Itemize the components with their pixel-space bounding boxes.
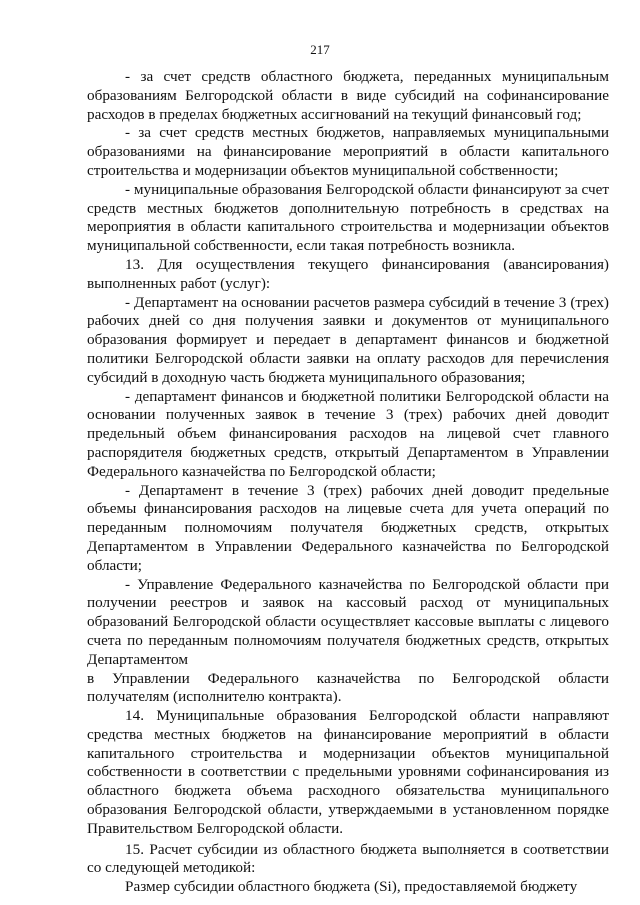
paragraph-additional-need: - муниципальные образования Белгородской области финансируют за счет средств местных бюджетов дополнительную потребность в средствах на мероприятия в области капитального строительства и модернизации объектов муниципальной собственности, если такая потребность возникла. [87, 180, 609, 255]
paragraph-department-limits: - Департамент в течение 3 (трех) рабочих дней доводит предельные объемы финансирования расходов на лицевые счета для учета операций по переданным полномочиям получателя бюджетных средств, открытых Департаментом в Управлении Федерального казначейства по Белгородской области; [87, 481, 609, 574]
paragraph-item-14: 14. Муниципальные образования Белгородской области направляют средства местных бюджетов на финансирование мероприятий в области капитального строительства и модернизации объектов муниципальной собственности в соответствии с предельными уровнями софинансирования из областного бюджета объема расходного обязательства муниципального образования Белгородской области, утверждаемыми в установленном порядке Правительством Белгородской области. [87, 707, 609, 837]
document-body [87, 68, 609, 897]
paragraph-local-budget-funds: - за счет средств местных бюджетов, направляемых муниципальными образованиями на финансирование мероприятий в области капитального строительства и модернизации объектов муниципальной собственности; [87, 124, 609, 179]
paragraph-finance-department: - департамент финансов и бюджетной политики Белгородской области на основании полученных заявок в течение 3 (трех) рабочих дней доводит предельный объем финансирования расходов на лицевой счет главного распорядителя бюджетных средств, открытый Департаментом в Управлении Федерального казначейства по Белгородской области; [87, 387, 609, 480]
page-number: 217 [310, 42, 330, 57]
paragraph-subsidy-size: Размер субсидии областного бюджета (Si), предоставляемой бюджету [125, 878, 578, 896]
paragraph-treasury-payments-continued: в Управлении Федерального казначейства по Белгородской области получателям (исполнителю контракта). [87, 669, 609, 706]
paragraph-regional-budget-funds: - за счет средств областного бюджета, переданных муниципальным образованиям Белгородской области в виде субсидий на софинансирование расходов в пределах бюджетных ассигнований на текущий финансовый год; [87, 68, 609, 123]
paragraph-item-15: 15. Расчет субсидии из областного бюджета выполняется в соответствии со следующей методикой: [87, 840, 609, 877]
paragraph-treasury-payments: - Управление Федерального казначейства по Белгородской области при получении реестров и заявок на кассовый расход от муниципальных образований Белгородской области осуществляет кассовые выплаты с лицевого счета по переданным полномочиям получателя бюджетных средств, открытых Департаментом [87, 575, 609, 668]
paragraph-item-13: 13. Для осуществления текущего финансирования (авансирования) выполненных работ (услуг): [87, 255, 609, 292]
paragraph-department-applications: - Департамент на основании расчетов размера субсидий в течение 3 (трех) рабочих дней со дня получения заявки и документов от муниципального образования формирует и передает в департамент финансов и бюджетной политики Белгородской области заявки на оплату расходов для перечисления субсидий в доходную часть бюджета муниципального образования; [87, 293, 609, 386]
